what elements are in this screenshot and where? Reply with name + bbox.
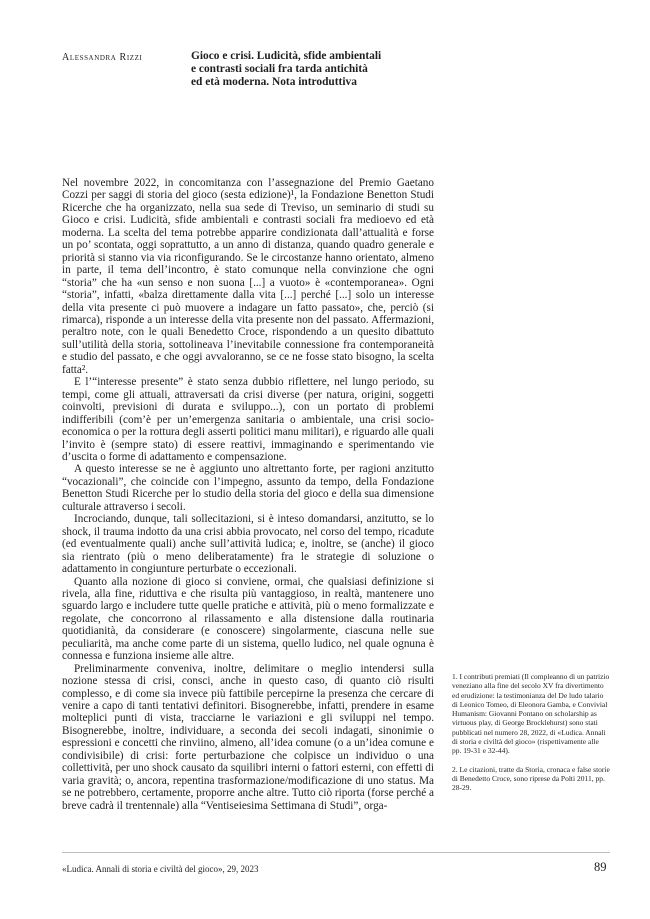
body-paragraph: Quanto alla nozione di gioco si conviene, ormai, che qualsiasi definizione si rivela, alla fine, riduttiva e che risulta più vantaggioso, in realtà, mantenere uno sguardo largo e includere tutte quelle pratiche e attività, più o meno formalizzate e regolate, che concorrono al rilassamento e alla distensione dalla routinaria quotidianità, da considerare (e conoscere) singolarmente, ciascuna nelle sue peculiarità, ma anche come parte di un sistema, quello ludico, nel quale ognuna è connessa e funziona insieme alle altre. [62, 575, 434, 663]
running-footer: «Ludica. Annali di storia e civiltà del gioco», 29, 2023 [62, 864, 259, 874]
article-title [191, 50, 431, 89]
footnotes [452, 672, 610, 802]
body-text [62, 177, 434, 812]
body-paragraph: Preliminarmente conveniva, inoltre, delimitare o meglio intendersi sulla nozione stessa di crisi, consci, anche in questo caso, di quanto ciò risulti complesso, e di come sia invece più fattibile percepirne la presenza che cercare di venire a capo di tanti tentativi definitori. Bisognerebbe, infatti, prendere in esame molteplici punti di vista, tracciarne le variazioni e gli sviluppi nel tempo. Bisognerebbe, inoltre, individuare, a seconda dei secoli indagati, sinonimie o espressioni e concetti che rinviino, almeno, all’idea comune (o a un’idea comune e condivisibile) di crisi: forte perturbazione che colpisce un individuo o una collettività, per uno shock causato da squilibri interni o fattori esterni, con effetti di varia gravità; o, ancora, repentina trasformazione/modificazione di uno status. Ma se ne potrebbero, certamente, proporre anche altre. Tutto ciò riporta (forse perché a breve cadrà il trentennale) alla “Ventiseiesima Settimana di Studi”, orga- [62, 662, 434, 812]
footnote: 1. I contributi premiati (Il compleanno di un patrizio veneziano alla fine del secolo XV fra divertimento ed erudizione: la testimonianza del De ludo talario di Leonico Tomeo, di Eleonora Gamba, e Convivial Humanism: Giovanni Pontano on scholarship as virtuous play, di George Brocklehurst) sono stati pubblicati nel numero 28, 2022, di «Ludica. Annali di storia e civiltà del gioco» (rispettivamente alle pp. 19-31 e 32-44). [452, 672, 610, 756]
title-line: ed età moderna. Nota introduttiva [191, 76, 357, 88]
title-line: Gioco e crisi. Ludicità, sfide ambientali [191, 50, 382, 62]
page-number: 89 [594, 860, 607, 874]
title-line: e contrasti sociali fra tarda antichità [191, 63, 368, 75]
body-paragraph: Incrociando, dunque, tali sollecitazioni, si è inteso domandarsi, anzitutto, se lo shock, il trauma indotto da una crisi abbia provocato, nel corso del tempo, ricadute (ed eventualmente quali) anche sull’attività ludica; e, inoltre, se (anche) il gioco sia rientrato (più o meno deliberatamente) fra le strategie di soluzione o adattamento in congiunture perturbate o eccezionali. [62, 513, 434, 576]
body-paragraph: Nel novembre 2022, in concomitanza con l’assegnazione del Premio Gaetano Cozzi per saggi di storia del gioco (sesta edizione)¹, la Fondazione Benetton Studi Ricerche che ha organizzato, nella sua sede di Treviso, un seminario di studi su Gioco e crisi. Ludicità, sfide ambientali e contrasti sociali fra medioevo ed età moderna. La scelta del tema potrebbe apparire condizionata dall’attualità e forse un po’ scontata, oggi soprattutto, a un anno di distanza, quando quadro generale e priorità si stanno via via riconfigurando. Se le circostanze hanno orientato, almeno in parte, il tema dell’incontro, è stato comunque nella convinzione che ogni “storia” che ha «un senso e non suona [...] a vuoto» è «contemporanea». Ogni “storia”, infatti, «balza direttamente dalla vita [...] perché [...] solo un interesse della vita presente ci può muovere a indagare un fatto passato», che, perciò (si rimarca), risponde a un interesse della vita presente non del passato. Affermazioni, peraltro note, con le quali Benedetto Croce, rispondendo a un quesito dibattuto sull’utilità della storia, sottolineava l’inevitabile connessione fra contemporaneità e studio del passato, e che oggi avvaloranno, se ce ne fosse stato bisogno, la scelta fatta². [62, 177, 434, 376]
body-paragraph: A questo interesse se ne è aggiunto uno altrettanto forte, per ragioni anzitutto “vocazionali”, che coincide con l’impegno, assunto da tempo, della Fondazione Benetton Studi Ricerche per lo studio della storia del gioco e della sua dimensione culturale attraverso i secoli. [62, 463, 434, 513]
footnote: 2. Le citazioni, tratte da Storia, cronaca e false storie di Benedetto Croce, sono riprese da Polti 2011, pp. 28-29. [452, 764, 610, 793]
footer-rule [62, 852, 610, 853]
author-name: Alessandra Rizzi [62, 52, 143, 63]
body-paragraph: E l’“interesse presente” è stato senza dubbio riflettere, nel lungo periodo, su tempi, come gli attuali, attraversati da crisi diverse (per natura, origini, soggetti coinvolti, previsioni di durata e sviluppo...), con un portato di problemi indifferibili (com’è per un’emergenza sanitaria o ambientale, una crisi socio-economica o per la rottura degli asserti politici manu militari), e riguardo alle quali l’invito è (sempre stato) di essere reattivi, immaginando e sperimentando vie d’uscita o forme di adattamento e compensazione. [62, 376, 434, 463]
